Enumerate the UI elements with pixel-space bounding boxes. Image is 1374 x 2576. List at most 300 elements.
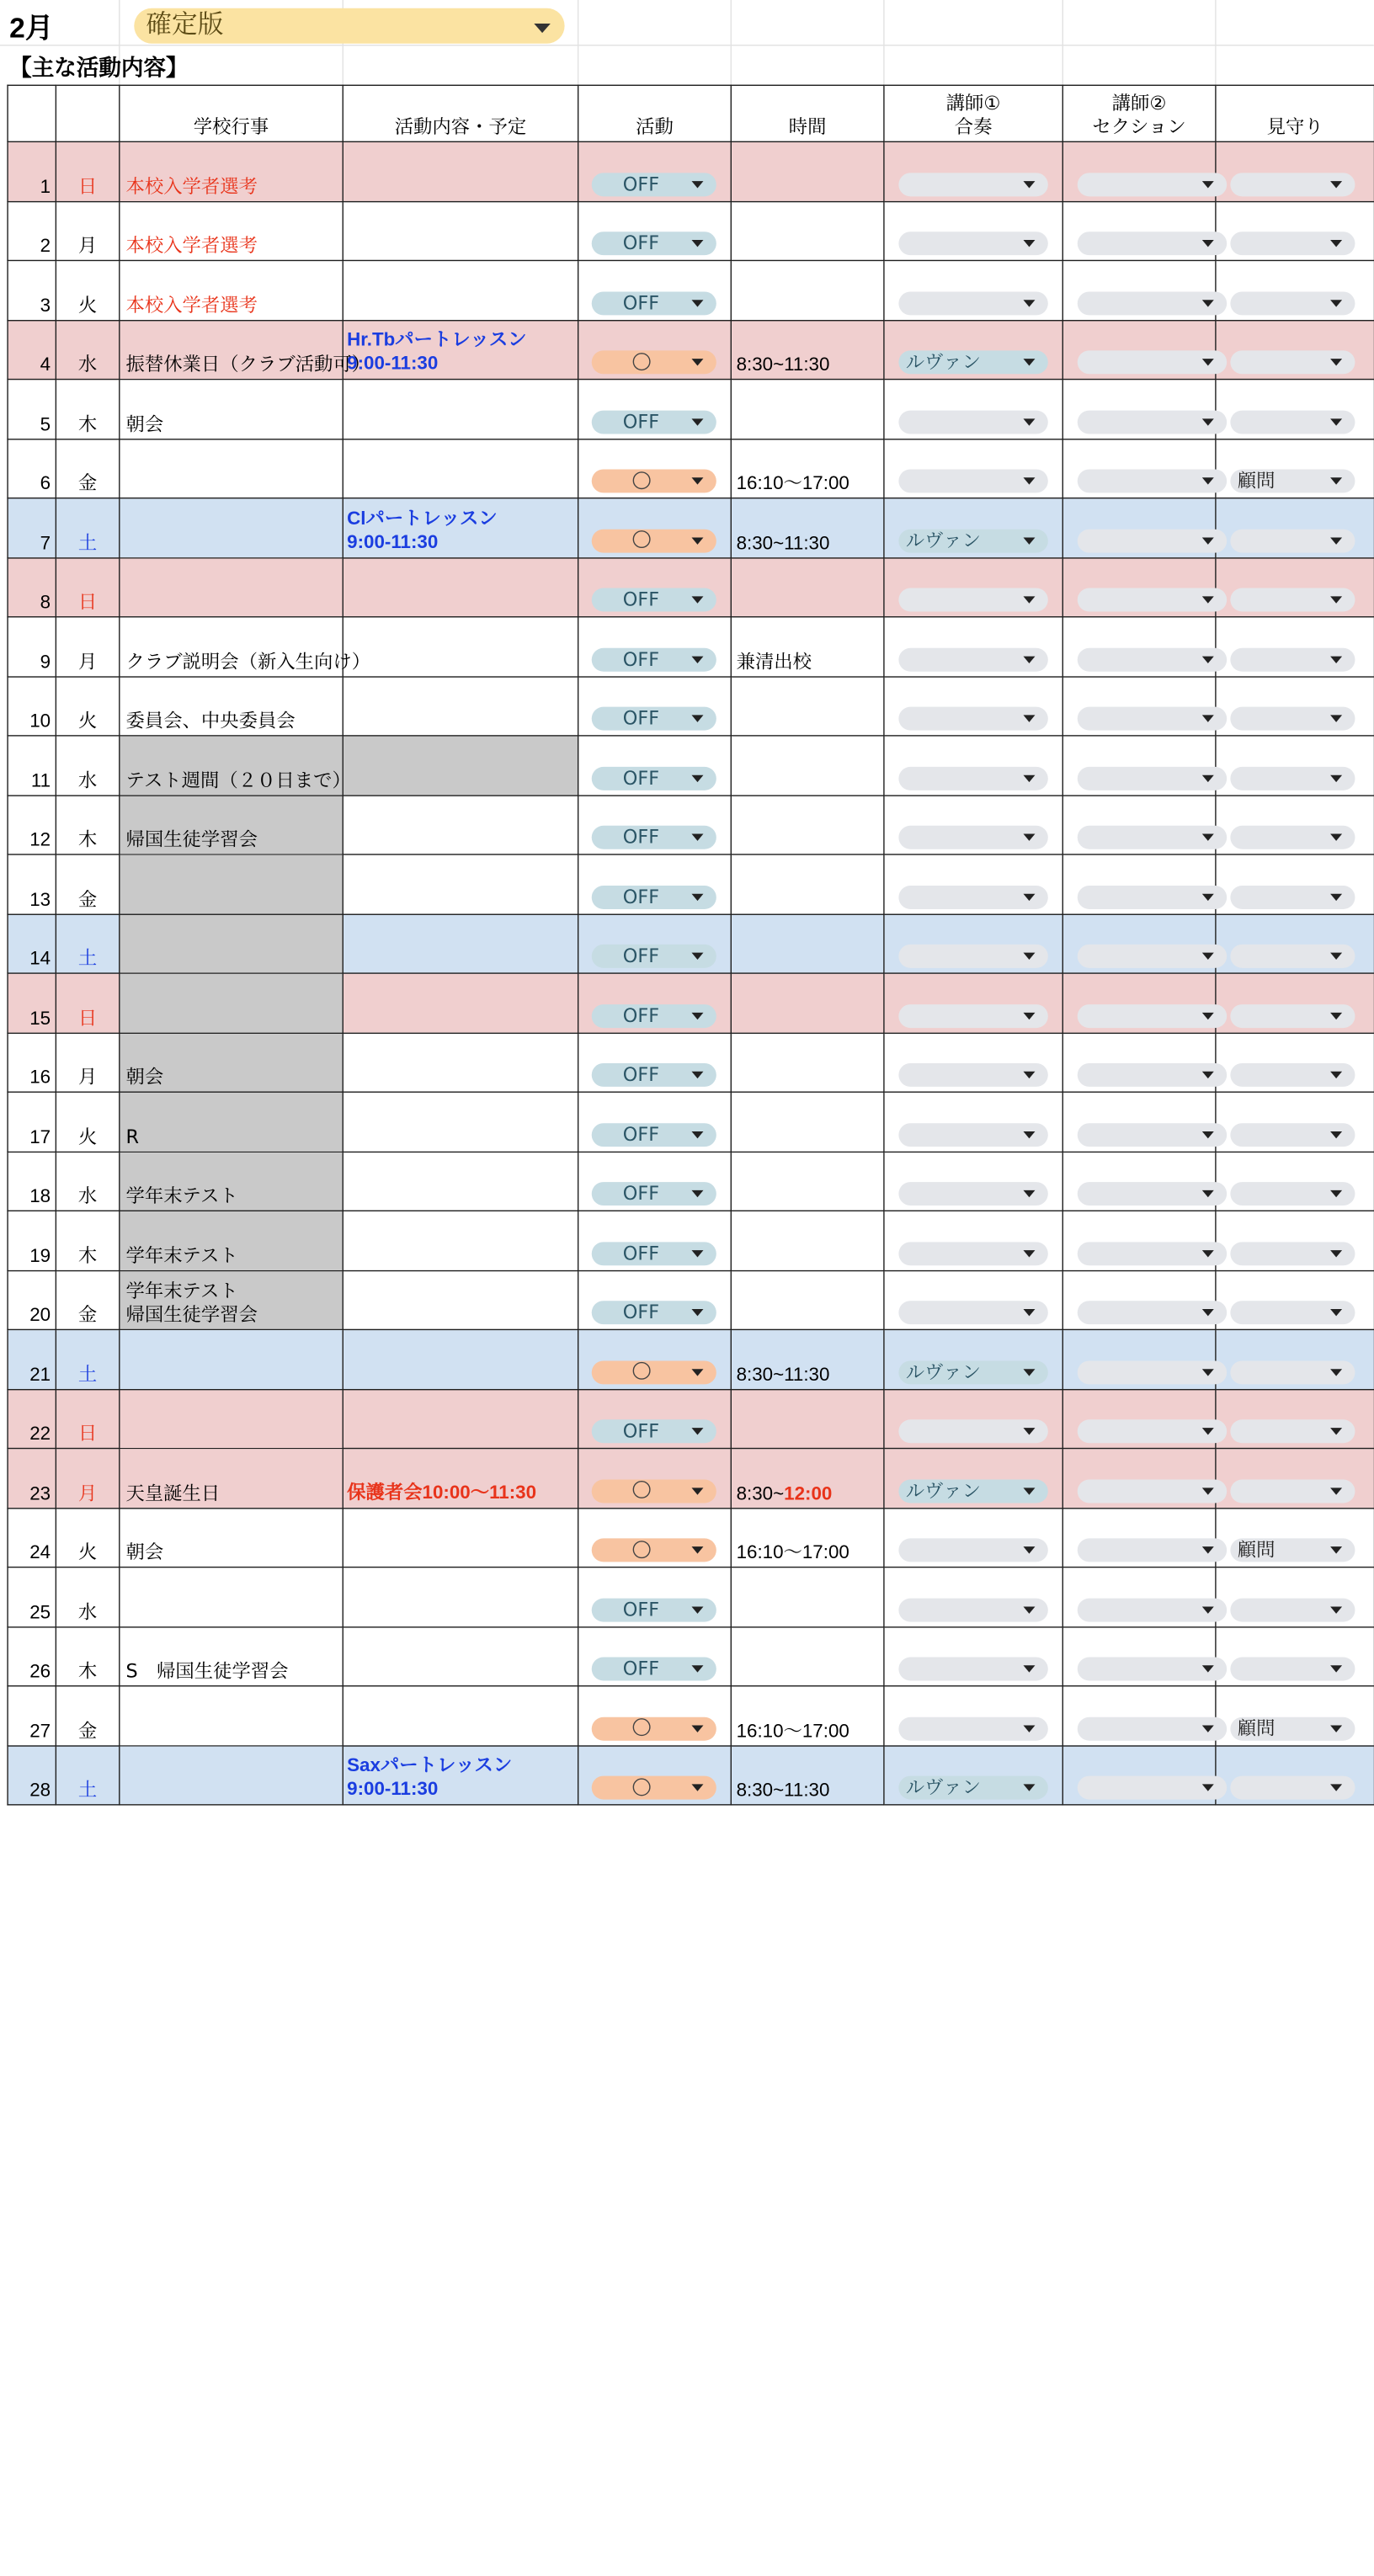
watch-cell[interactable] (1216, 1152, 1374, 1211)
watch-cell[interactable] (1216, 1626, 1374, 1686)
teacher2-dropdown[interactable] (1078, 291, 1227, 315)
teacher1-dropdown[interactable] (898, 173, 1047, 196)
watch-cell[interactable] (1216, 1033, 1374, 1093)
event-cell[interactable] (120, 1152, 343, 1211)
watch-cell[interactable] (1216, 1389, 1374, 1449)
time-cell[interactable] (731, 1508, 884, 1567)
time-cell[interactable] (731, 1567, 884, 1627)
watch-dropdown[interactable] (1230, 291, 1355, 315)
teacher1-dropdown[interactable] (898, 1063, 1047, 1087)
teacher1-cell[interactable] (884, 201, 1062, 261)
time-cell[interactable] (731, 617, 884, 677)
plan-cell[interactable] (343, 1329, 578, 1389)
watch-cell[interactable] (1216, 141, 1374, 201)
activity-dropdown[interactable] (592, 1063, 716, 1087)
watch-dropdown[interactable] (1230, 826, 1355, 849)
time-cell[interactable] (731, 260, 884, 320)
activity-cell[interactable] (578, 1686, 732, 1746)
activity-cell[interactable] (578, 1211, 732, 1270)
plan-cell[interactable] (343, 1626, 578, 1686)
event-cell[interactable] (120, 380, 343, 439)
activity-cell[interactable] (578, 557, 732, 617)
activity-cell[interactable] (578, 1389, 732, 1449)
time-cell[interactable] (731, 795, 884, 854)
teacher2-cell[interactable] (1062, 1329, 1216, 1389)
plan-cell[interactable] (343, 557, 578, 617)
watch-cell[interactable] (1216, 1211, 1374, 1270)
activity-cell[interactable] (578, 1626, 732, 1686)
event-cell[interactable] (120, 617, 371, 677)
teacher2-cell[interactable] (1062, 1686, 1216, 1746)
teacher1-cell[interactable] (884, 1092, 1062, 1152)
teacher1-cell[interactable] (884, 1567, 1062, 1627)
time-cell[interactable] (731, 1033, 884, 1093)
activity-cell[interactable] (578, 380, 732, 439)
watch-dropdown[interactable] (1230, 1716, 1355, 1740)
teacher1-cell[interactable] (884, 1389, 1062, 1449)
teacher2-dropdown[interactable] (1078, 1716, 1227, 1740)
teacher1-cell[interactable] (884, 1745, 1062, 1805)
watch-cell[interactable] (1216, 854, 1374, 914)
plan-cell[interactable] (343, 617, 578, 677)
teacher1-dropdown[interactable] (898, 885, 1047, 908)
teacher2-dropdown[interactable] (1078, 1003, 1227, 1027)
watch-cell[interactable] (1216, 736, 1374, 796)
watch-dropdown[interactable] (1230, 1242, 1355, 1265)
teacher1-cell[interactable] (884, 1270, 1062, 1330)
teacher2-dropdown[interactable] (1078, 766, 1227, 790)
activity-cell[interactable] (578, 854, 732, 914)
time-cell[interactable] (731, 1449, 884, 1509)
teacher2-cell[interactable] (1062, 557, 1216, 617)
plan-cell[interactable] (343, 1033, 578, 1093)
activity-cell[interactable] (578, 1152, 732, 1211)
activity-cell[interactable] (578, 617, 732, 677)
event-cell[interactable] (120, 676, 343, 736)
teacher2-cell[interactable] (1062, 1508, 1216, 1567)
teacher1-dropdown[interactable] (898, 945, 1047, 968)
event-cell[interactable] (120, 1329, 343, 1389)
activity-cell[interactable] (578, 201, 732, 261)
teacher2-dropdown[interactable] (1078, 410, 1227, 434)
watch-cell[interactable] (1216, 320, 1374, 380)
activity-cell[interactable] (578, 498, 732, 558)
event-cell[interactable] (120, 557, 343, 617)
watch-cell[interactable] (1216, 1745, 1374, 1805)
event-cell[interactable] (120, 736, 351, 796)
watch-dropdown[interactable] (1230, 1598, 1355, 1621)
time-cell[interactable] (731, 1626, 884, 1686)
activity-cell[interactable] (578, 1329, 732, 1389)
activity-dropdown[interactable] (592, 707, 716, 731)
plan-cell[interactable] (343, 973, 578, 1033)
teacher1-dropdown[interactable] (898, 1360, 1047, 1384)
time-cell[interactable] (731, 1152, 884, 1211)
teacher2-dropdown[interactable] (1078, 826, 1227, 849)
activity-cell[interactable] (578, 260, 732, 320)
activity-dropdown[interactable] (592, 1123, 716, 1147)
time-cell[interactable] (731, 320, 884, 380)
teacher1-dropdown[interactable] (898, 1658, 1047, 1681)
activity-cell[interactable] (578, 1033, 732, 1093)
activity-dropdown[interactable] (592, 529, 716, 552)
watch-cell[interactable] (1216, 201, 1374, 261)
teacher2-dropdown[interactable] (1078, 1123, 1227, 1147)
watch-dropdown[interactable] (1230, 1538, 1355, 1562)
watch-dropdown[interactable] (1230, 1301, 1355, 1324)
time-cell[interactable] (731, 854, 884, 914)
activity-cell[interactable] (578, 1270, 732, 1330)
activity-dropdown[interactable] (592, 1658, 716, 1681)
teacher2-cell[interactable] (1062, 914, 1216, 974)
activity-dropdown[interactable] (592, 1301, 716, 1324)
teacher2-dropdown[interactable] (1078, 469, 1227, 492)
plan-cell[interactable] (343, 380, 578, 439)
activity-cell[interactable] (578, 1092, 732, 1152)
activity-dropdown[interactable] (592, 1716, 716, 1740)
teacher1-cell[interactable] (884, 617, 1062, 677)
plan-cell[interactable] (343, 1449, 578, 1509)
activity-dropdown[interactable] (592, 1776, 716, 1800)
activity-dropdown[interactable] (592, 945, 716, 968)
event-cell[interactable] (120, 1033, 343, 1093)
activity-dropdown[interactable] (592, 173, 716, 196)
activity-dropdown[interactable] (592, 1003, 716, 1027)
event-cell[interactable] (120, 854, 343, 914)
event-cell[interactable] (120, 498, 343, 558)
teacher2-cell[interactable] (1062, 736, 1216, 796)
teacher2-cell[interactable] (1062, 854, 1216, 914)
activity-dropdown[interactable] (592, 588, 716, 612)
teacher1-dropdown[interactable] (898, 766, 1047, 790)
watch-dropdown[interactable] (1230, 945, 1355, 968)
time-cell[interactable] (731, 1270, 884, 1330)
teacher1-cell[interactable] (884, 380, 1062, 439)
plan-cell[interactable] (343, 141, 578, 201)
plan-cell[interactable] (343, 914, 578, 974)
teacher2-cell[interactable] (1062, 201, 1216, 261)
event-cell[interactable] (120, 1092, 343, 1152)
teacher2-cell[interactable] (1062, 260, 1216, 320)
event-cell[interactable] (120, 973, 343, 1033)
teacher1-cell[interactable] (884, 1508, 1062, 1567)
teacher2-dropdown[interactable] (1078, 1419, 1227, 1443)
teacher2-cell[interactable] (1062, 973, 1216, 1033)
event-cell[interactable] (120, 1626, 343, 1686)
teacher2-dropdown[interactable] (1078, 1360, 1227, 1384)
event-cell[interactable] (120, 795, 343, 854)
watch-dropdown[interactable] (1230, 410, 1355, 434)
watch-cell[interactable] (1216, 914, 1374, 974)
teacher2-dropdown[interactable] (1078, 588, 1227, 612)
activity-cell[interactable] (578, 141, 732, 201)
activity-dropdown[interactable] (592, 1360, 716, 1384)
watch-cell[interactable] (1216, 617, 1374, 677)
teacher1-dropdown[interactable] (898, 350, 1047, 374)
plan-cell[interactable] (343, 676, 578, 736)
time-cell[interactable] (731, 498, 884, 558)
plan-cell[interactable] (343, 1508, 578, 1567)
plan-cell[interactable] (343, 1152, 578, 1211)
teacher2-cell[interactable] (1062, 1449, 1216, 1509)
activity-dropdown[interactable] (592, 410, 716, 434)
teacher1-cell[interactable] (884, 914, 1062, 974)
teacher2-cell[interactable] (1062, 1211, 1216, 1270)
event-cell[interactable] (120, 1567, 343, 1627)
teacher2-dropdown[interactable] (1078, 1598, 1227, 1621)
event-cell[interactable] (120, 1686, 343, 1746)
activity-cell[interactable] (578, 1508, 732, 1567)
teacher1-cell[interactable] (884, 795, 1062, 854)
watch-dropdown[interactable] (1230, 766, 1355, 790)
event-cell[interactable] (120, 1745, 343, 1805)
teacher1-cell[interactable] (884, 439, 1062, 498)
teacher2-dropdown[interactable] (1078, 707, 1227, 731)
plan-cell[interactable] (343, 1092, 578, 1152)
teacher2-cell[interactable] (1062, 1270, 1216, 1330)
event-cell[interactable] (120, 1389, 343, 1449)
activity-dropdown[interactable] (592, 469, 716, 492)
activity-cell[interactable] (578, 1567, 732, 1627)
teacher1-dropdown[interactable] (898, 1716, 1047, 1740)
activity-cell[interactable] (578, 1745, 732, 1805)
plan-cell[interactable] (343, 1389, 578, 1449)
plan-cell[interactable] (343, 795, 578, 854)
activity-cell[interactable] (578, 795, 732, 854)
teacher1-dropdown[interactable] (898, 1301, 1047, 1324)
teacher2-dropdown[interactable] (1078, 1658, 1227, 1681)
activity-cell[interactable] (578, 736, 732, 796)
watch-dropdown[interactable] (1230, 707, 1355, 731)
teacher2-dropdown[interactable] (1078, 529, 1227, 552)
watch-cell[interactable] (1216, 498, 1374, 558)
activity-dropdown[interactable] (592, 350, 716, 374)
teacher2-cell[interactable] (1062, 1152, 1216, 1211)
time-cell[interactable] (731, 557, 884, 617)
watch-dropdown[interactable] (1230, 1182, 1355, 1206)
teacher1-dropdown[interactable] (898, 1479, 1047, 1503)
watch-dropdown[interactable] (1230, 647, 1355, 671)
teacher1-dropdown[interactable] (898, 588, 1047, 612)
time-cell[interactable] (731, 1211, 884, 1270)
event-cell[interactable] (120, 914, 343, 974)
watch-cell[interactable] (1216, 380, 1374, 439)
plan-cell[interactable] (343, 1745, 578, 1805)
teacher2-dropdown[interactable] (1078, 1063, 1227, 1087)
teacher1-dropdown[interactable] (898, 1776, 1047, 1800)
time-cell[interactable] (731, 201, 884, 261)
activity-dropdown[interactable] (592, 1242, 716, 1265)
plan-cell[interactable] (343, 320, 578, 380)
teacher2-cell[interactable] (1062, 1389, 1216, 1449)
teacher1-dropdown[interactable] (898, 1182, 1047, 1206)
time-cell[interactable] (731, 1686, 884, 1746)
watch-dropdown[interactable] (1230, 1123, 1355, 1147)
watch-cell[interactable] (1216, 260, 1374, 320)
teacher1-cell[interactable] (884, 557, 1062, 617)
watch-dropdown[interactable] (1230, 1776, 1355, 1800)
teacher2-cell[interactable] (1062, 320, 1216, 380)
teacher2-cell[interactable] (1062, 1745, 1216, 1805)
activity-dropdown[interactable] (592, 232, 716, 255)
watch-dropdown[interactable] (1230, 588, 1355, 612)
teacher2-dropdown[interactable] (1078, 232, 1227, 255)
watch-cell[interactable] (1216, 973, 1374, 1033)
plan-cell[interactable] (343, 854, 578, 914)
activity-dropdown[interactable] (592, 826, 716, 849)
teacher2-cell[interactable] (1062, 676, 1216, 736)
activity-dropdown[interactable] (592, 647, 716, 671)
watch-dropdown[interactable] (1230, 173, 1355, 196)
watch-dropdown[interactable] (1230, 1658, 1355, 1681)
teacher2-dropdown[interactable] (1078, 945, 1227, 968)
teacher1-dropdown[interactable] (898, 232, 1047, 255)
watch-dropdown[interactable] (1230, 529, 1355, 552)
teacher2-cell[interactable] (1062, 498, 1216, 558)
teacher1-cell[interactable] (884, 260, 1062, 320)
watch-dropdown[interactable] (1230, 1419, 1355, 1443)
teacher2-cell[interactable] (1062, 1092, 1216, 1152)
teacher1-dropdown[interactable] (898, 1538, 1047, 1562)
watch-cell[interactable] (1216, 1270, 1374, 1330)
activity-cell[interactable] (578, 1449, 732, 1509)
activity-dropdown[interactable] (592, 1182, 716, 1206)
activity-cell[interactable] (578, 439, 732, 498)
teacher1-dropdown[interactable] (898, 826, 1047, 849)
teacher2-cell[interactable] (1062, 141, 1216, 201)
teacher2-cell[interactable] (1062, 1626, 1216, 1686)
teacher1-cell[interactable] (884, 1449, 1062, 1509)
event-cell[interactable] (120, 1508, 343, 1567)
watch-dropdown[interactable] (1230, 1360, 1355, 1384)
teacher2-dropdown[interactable] (1078, 173, 1227, 196)
teacher2-dropdown[interactable] (1078, 1538, 1227, 1562)
event-cell[interactable] (120, 439, 343, 498)
watch-dropdown[interactable] (1230, 1479, 1355, 1503)
watch-dropdown[interactable] (1230, 1003, 1355, 1027)
watch-cell[interactable] (1216, 1329, 1374, 1389)
event-cell[interactable] (120, 201, 343, 261)
teacher1-dropdown[interactable] (898, 1598, 1047, 1621)
watch-dropdown[interactable] (1230, 469, 1355, 492)
teacher1-cell[interactable] (884, 854, 1062, 914)
teacher2-cell[interactable] (1062, 1567, 1216, 1627)
teacher2-dropdown[interactable] (1078, 1479, 1227, 1503)
teacher1-dropdown[interactable] (898, 1003, 1047, 1027)
activity-dropdown[interactable] (592, 1598, 716, 1621)
teacher1-cell[interactable] (884, 1626, 1062, 1686)
teacher2-cell[interactable] (1062, 380, 1216, 439)
teacher2-dropdown[interactable] (1078, 350, 1227, 374)
teacher1-dropdown[interactable] (898, 707, 1047, 731)
teacher2-dropdown[interactable] (1078, 1301, 1227, 1324)
watch-cell[interactable] (1216, 1686, 1374, 1746)
activity-cell[interactable] (578, 973, 732, 1033)
plan-cell[interactable] (343, 1567, 578, 1627)
teacher1-cell[interactable] (884, 320, 1062, 380)
activity-dropdown[interactable] (592, 291, 716, 315)
watch-dropdown[interactable] (1230, 232, 1355, 255)
event-cell[interactable] (120, 260, 343, 320)
plan-cell[interactable] (343, 201, 578, 261)
time-cell[interactable] (731, 1745, 884, 1805)
activity-dropdown[interactable] (592, 1479, 716, 1503)
teacher2-dropdown[interactable] (1078, 1776, 1227, 1800)
teacher1-dropdown[interactable] (898, 647, 1047, 671)
teacher1-dropdown[interactable] (898, 469, 1047, 492)
activity-dropdown[interactable] (592, 1419, 716, 1443)
teacher1-cell[interactable] (884, 676, 1062, 736)
activity-cell[interactable] (578, 914, 732, 974)
time-cell[interactable] (731, 1092, 884, 1152)
time-cell[interactable] (731, 380, 884, 439)
watch-dropdown[interactable] (1230, 885, 1355, 908)
time-cell[interactable] (731, 736, 884, 796)
watch-cell[interactable] (1216, 1508, 1374, 1567)
event-cell[interactable] (120, 141, 343, 201)
activity-dropdown[interactable] (592, 766, 716, 790)
teacher2-dropdown[interactable] (1078, 1242, 1227, 1265)
teacher1-dropdown[interactable] (898, 1242, 1047, 1265)
teacher1-cell[interactable] (884, 1033, 1062, 1093)
teacher1-cell[interactable] (884, 1152, 1062, 1211)
activity-cell[interactable] (578, 320, 732, 380)
plan-cell[interactable] (343, 498, 578, 558)
plan-cell[interactable] (343, 439, 578, 498)
watch-cell[interactable] (1216, 557, 1374, 617)
teacher2-cell[interactable] (1062, 1033, 1216, 1093)
event-cell[interactable] (120, 1449, 343, 1509)
watch-cell[interactable] (1216, 676, 1374, 736)
time-cell[interactable] (731, 141, 884, 201)
plan-cell[interactable] (343, 1211, 578, 1270)
teacher1-cell[interactable] (884, 141, 1062, 201)
event-cell[interactable] (120, 1211, 343, 1270)
plan-cell[interactable] (343, 1270, 578, 1330)
teacher1-dropdown[interactable] (898, 1419, 1047, 1443)
teacher1-cell[interactable] (884, 1329, 1062, 1389)
watch-dropdown[interactable] (1230, 350, 1355, 374)
event-cell[interactable] (120, 1270, 343, 1330)
time-cell[interactable] (731, 1389, 884, 1449)
watch-dropdown[interactable] (1230, 1063, 1355, 1087)
time-cell[interactable] (731, 1329, 884, 1389)
teacher1-dropdown[interactable] (898, 291, 1047, 315)
watch-cell[interactable] (1216, 1092, 1374, 1152)
teacher1-cell[interactable] (884, 736, 1062, 796)
teacher1-dropdown[interactable] (898, 410, 1047, 434)
teacher1-cell[interactable] (884, 1686, 1062, 1746)
plan-cell[interactable] (343, 1686, 578, 1746)
event-cell[interactable] (120, 320, 371, 380)
teacher2-dropdown[interactable] (1078, 647, 1227, 671)
watch-cell[interactable] (1216, 1567, 1374, 1627)
time-cell[interactable] (731, 914, 884, 974)
watch-cell[interactable] (1216, 1449, 1374, 1509)
teacher2-cell[interactable] (1062, 795, 1216, 854)
time-cell[interactable] (731, 439, 884, 498)
plan-cell[interactable] (343, 260, 578, 320)
teacher2-dropdown[interactable] (1078, 885, 1227, 908)
activity-dropdown[interactable] (592, 885, 716, 908)
teacher1-cell[interactable] (884, 498, 1062, 558)
time-cell[interactable] (731, 973, 884, 1033)
teacher1-dropdown[interactable] (898, 1123, 1047, 1147)
activity-dropdown[interactable] (592, 1538, 716, 1562)
teacher2-cell[interactable] (1062, 617, 1216, 677)
teacher1-dropdown[interactable] (898, 529, 1047, 552)
activity-cell[interactable] (578, 676, 732, 736)
